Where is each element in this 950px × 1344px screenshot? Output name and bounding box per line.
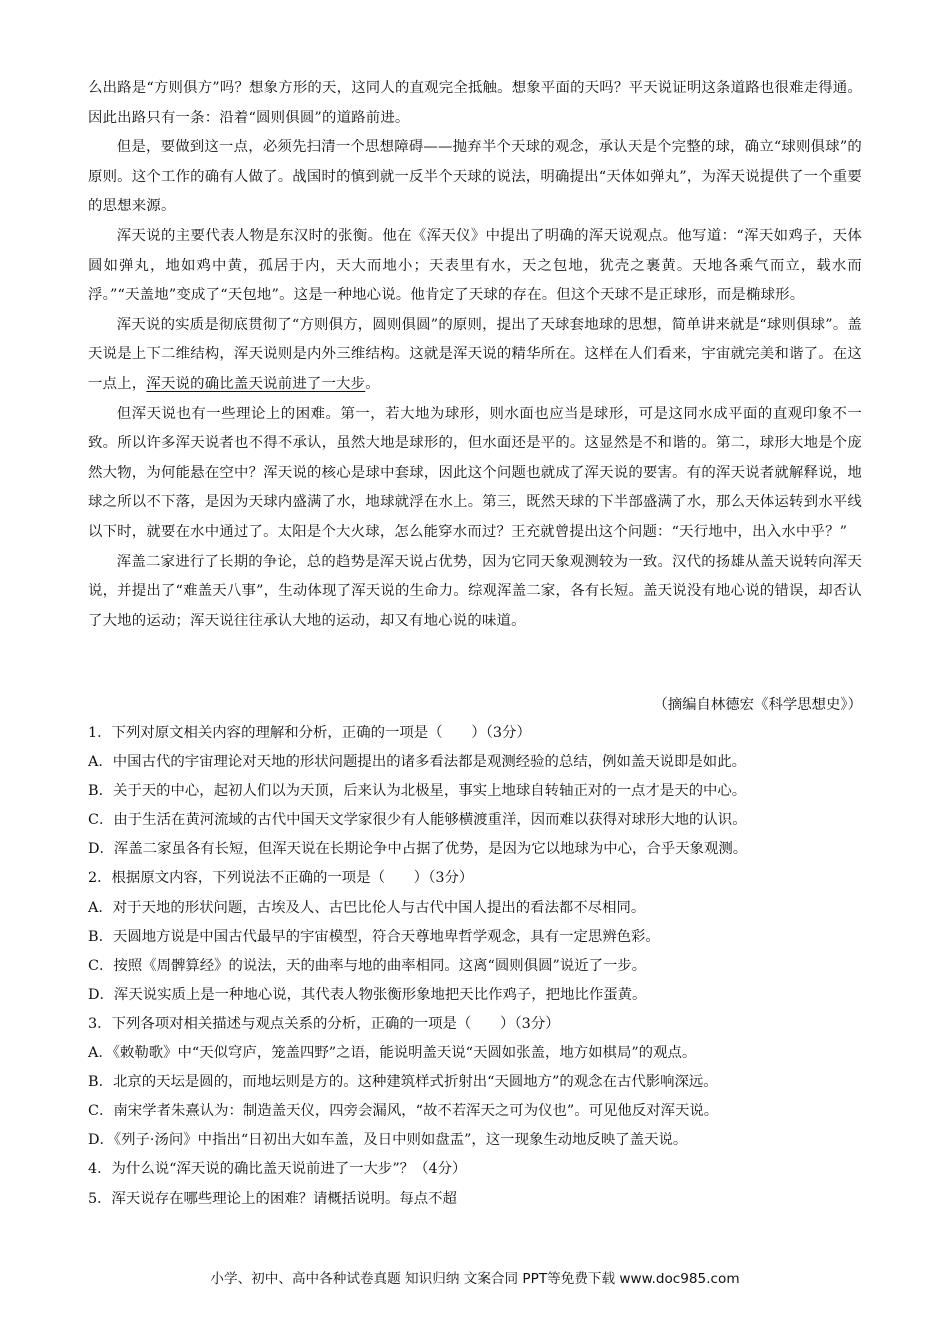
passage-paragraph [88, 222, 862, 311]
reading-passage [88, 74, 862, 636]
page-footer: 小学、初中、高中各种试卷真题 知识归纳 文案合同 PPT等免费下载 www.doc985.com [210, 1271, 740, 1287]
question-list [88, 719, 862, 1214]
answer-option: A．对于天地的形状问题，古埃及人、古巴比伦人与古代中国人提出的看法都不尽相同。 [88, 899, 646, 916]
question-stem: 1．下列对原文相关内容的理解和分析，正确的一项是（ ）（3分） [88, 725, 531, 741]
passage-paragraph [88, 311, 862, 400]
paragraph-text: 么出路是“方则俱方”吗？想象方形的天，这同人的直观完全抵触。想象平面的天吗？平天说证明这条道路也很难走得通。因此出路只有一条：沿着“圆则俱圆”的道路前进。 [88, 80, 862, 126]
paragraph-text: 浑盖二家进行了长期的争论，总的趋势是浑天说占优势，因为它同天象观测较为一致。汉代的扬雄从盖天说转向浑天说，并提出了“难盖天八事”，生动体现了浑天说的生命力。综观浑盖二家，各有长短。盖天说没有地心说的错误，却否认了大地的运动；浑天说往往承认大地的运动，却又有地心说的味道。 [88, 553, 862, 629]
question-stem: 2．根据原文内容，下列说法不正确的一项是（ ）（3分） [88, 870, 474, 887]
paragraph-text: 。 [365, 375, 380, 392]
answer-option: D．《列子·汤问》中指出“日初出大如车盖，及日中则如盘盂”，这一现象生动地反映了盖天说。 [88, 1132, 688, 1149]
answer-option: A．中国古代的宇宙理论对天地的形状问题提出的诸多看法都是观测经验的总结，例如盖天说即是如此。 [88, 754, 746, 771]
question-stem: 5．浑天说存在哪些理论上的困难？请概括说明。每点不超 [88, 1190, 457, 1207]
answer-option: D．浑盖二家虽各有长短，但浑天说在长期论争中占据了优势，是因为它以地球为中心，合乎天象观测。 [88, 841, 748, 858]
answer-option: D．浑天说实质上是一种地心说，其代表人物张衡形象地把天比作鸡子，把地比作蛋黄。 [88, 986, 647, 1003]
passage-paragraph [88, 400, 862, 548]
paragraph-text: 但是，要做到这一点，必须先扫清一个思想障碍——抛弃半个天球的观念，承认天是个完整的球，确立“球则俱球”的原则。这个工作的确有人做了。战国时的慎到就一反半个天球的说法，明确提出“天体如弹丸”，为浑天说提供了一个重要的思想来源。 [88, 139, 862, 215]
paragraph-text: 浑天说的实质是彻底贯彻了“方则俱方，圆则俱圆”的原则，提出了天球套地球的思想，简单讲来就是“球则俱球”。盖天说是上下二维结构，浑天说则是内外三维结构。这就是浑天说的精华所在。这样在人们看来，宇宙就完美和谐了。在这一点上， [88, 316, 862, 392]
answer-option: C．由于生活在黄河流域的古代中国天文学家很少有人能够横渡重洋，因而难以获得对球形大地的认识。 [88, 812, 747, 829]
passage-paragraph [88, 548, 862, 637]
answer-option: C．南宋学者朱熹认为：制造盖天仪，四旁会漏风，“故不若浑天之可为仪也”。可见他反对浑天说。 [88, 1103, 719, 1120]
question-stem: 4．为什么说“浑天说的确比盖天说前进了一大步”？（4分） [88, 1161, 467, 1178]
answer-option: B．北京的天坛是圆的，而地坛则是方的。这种建筑样式折射出“天圆地方”的观念在古代影响深远。 [88, 1074, 718, 1091]
underlined-phrase: 浑天说的确比盖天说前进了一大步 [146, 375, 366, 392]
answer-option: C．按照《周髀算经》的说法，天的曲率与地的曲率相同。这离“圆则俱圆”说近了一步。 [88, 957, 647, 974]
question-stem: 3．下列各项对相关描述与观点关系的分析，正确的一项是（ ）（3分） [88, 1015, 560, 1032]
answer-option: B．关于天的中心，起初人们以为天顶，后来认为北极星，事实上地球自转轴正对的一点才是天的中心。 [88, 783, 747, 800]
answer-option: B．天圆地方说是中国古代最早的宇宙模型，符合天尊地卑哲学观念，具有一定思辨色彩。 [88, 928, 660, 945]
passage-paragraph [88, 133, 862, 222]
paragraph-text: 但浑天说也有一些理论上的困难。第一，若大地为球形，则水面也应当是球形，可是这同水成平面的直观印象不一致。所以许多浑天说者也不得不承认，虽然大地是球形的，但水面还是平的。这显然是不和谐的。第二，球形大地是个庞然大物，为何能悬在空中？浑天说的核心是球中套球，因此这个问题也就成了浑天说的要害。有的浑天说者就解释说，地球之所以不下落，是因为天球内盛满了水，地球就浮在水上。第三，既然天球的下半部盛满了水，那么天体运转到水平线以下时，就要在水中通过了。太阳是个大火球，怎么能穿水而过？王充就曾提出这个问题：“天行地中，出入水中乎？” [88, 405, 862, 540]
answer-option: A．《敕勒歌》中“天似穹庐，笼盖四野”之语，能说明盖天说“天圆如张盖，地方如棋局”的观点。 [88, 1045, 697, 1062]
passage-paragraph [88, 74, 862, 133]
paragraph-text: 浑天说的主要代表人物是东汉时的张衡。他在《浑天仪》中提出了明确的浑天说观点。他写道：“浑天如鸡子，天体圆如弹丸，地如鸡中黄，孤居于内，天大而地小；天表里有水，天之包地，犹壳之裹黄。天地各乘气而立，载水而浮。”“天盖地”变成了“天包地”。这是一种地心说。他肯定了天球的存在。但这个天球不是正球形，而是椭球形。 [88, 227, 862, 304]
source-citation: （摘编自林德宏《科学思想史》） [653, 697, 862, 713]
